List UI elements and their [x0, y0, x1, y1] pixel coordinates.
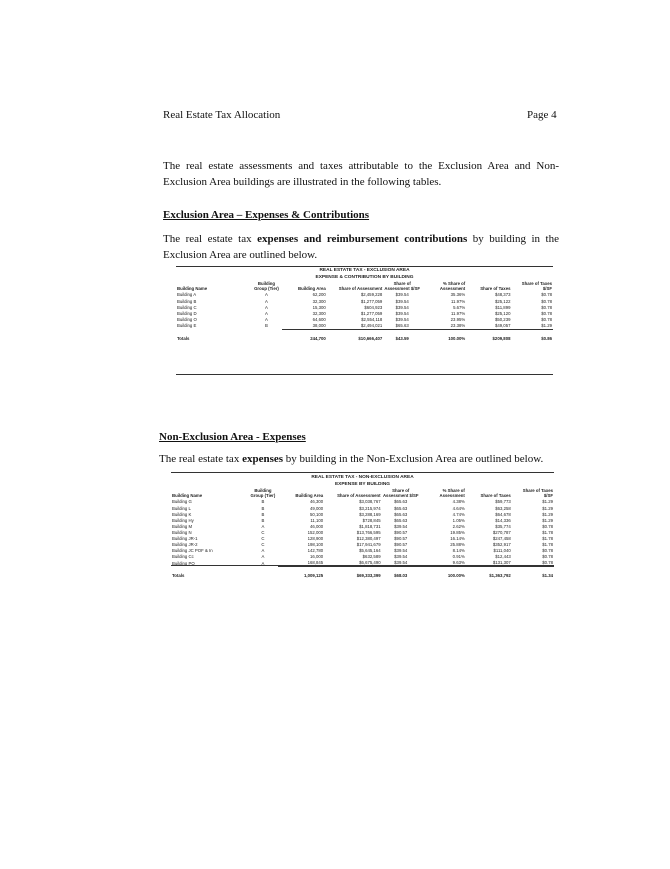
column-header: Building Group (Tier): [250, 488, 276, 499]
totals-cell: 1,009,125: [304, 573, 324, 579]
table-cell: $50,239: [494, 316, 511, 322]
table-cell: $1.29: [511, 323, 553, 330]
exclusion-tax-table: [176, 268, 553, 342]
table-cell: C: [261, 535, 265, 541]
table-cell: $0.78: [541, 316, 552, 322]
table-cell: $90.57: [394, 529, 408, 535]
table-cell: $0.78: [541, 292, 552, 298]
exclusion-table-title: REAL ESTATE TAX - EXCLUSION AREA: [319, 268, 410, 273]
column-header: Share of Assessment $/SF: [384, 281, 420, 292]
table-cell: 32,300: [312, 298, 326, 304]
nonexclusion-emphasis: expenses: [242, 453, 284, 465]
table-cell: $3,215,974: [359, 505, 381, 511]
column-header: % Share of Assessment: [439, 281, 466, 292]
table-cell: $90.57: [394, 542, 408, 548]
table-cell: Building L: [172, 505, 191, 511]
table-cell: $0.78: [541, 310, 552, 316]
table-cell: A: [265, 304, 268, 310]
nonexclusion-table-top-rule: [171, 472, 554, 473]
table-cell: 11.97%: [450, 310, 466, 316]
table-cell: Building JC POF & In: [172, 548, 213, 554]
table-cell: B: [261, 517, 265, 523]
table-cell: $1.29: [542, 517, 553, 523]
table-cell: $0.78: [542, 554, 553, 560]
table-cell: Building N: [172, 529, 192, 535]
table-cell: $35,774: [495, 523, 511, 529]
table-cell: $1,277,059: [360, 310, 383, 316]
table-cell: $131,307: [466, 560, 512, 567]
header-title: Real Estate Tax Allocation: [163, 109, 281, 121]
table-cell: 1.05%: [452, 517, 465, 523]
nonexclusion-paragraph: The real estate tax expenses by building in the Non-Exclusion Area are outlined below.: [159, 453, 544, 465]
totals-cell: 100.00%: [448, 335, 466, 341]
table-cell: $65.63: [394, 505, 408, 511]
nonexclusion-tax-table: [171, 475, 554, 580]
column-header: Share of Taxes: [480, 286, 511, 292]
table-cell: 142,780: [307, 548, 324, 554]
table-cell: Building JR-1: [172, 535, 198, 541]
table-cell: 46,300: [310, 499, 324, 505]
table-cell: Building G: [172, 499, 192, 505]
table-cell: B: [265, 323, 268, 329]
column-header: % Share of Assessment: [439, 488, 465, 499]
table-cell: A: [265, 298, 268, 304]
table-cell: $49,057: [466, 323, 511, 330]
exclusion-table-header: [176, 281, 553, 292]
table-cell: $3,038,767: [359, 499, 381, 505]
table-cell: A: [261, 560, 265, 566]
table-cell: $59,773: [495, 499, 511, 505]
table-cell: $12,380,497: [356, 535, 381, 541]
exclusion-heading: Exclusion Area – Expenses & Contributions: [163, 209, 370, 221]
table-cell: $65.63: [394, 511, 408, 517]
page-number: Page 4: [527, 109, 557, 121]
table-cell: A: [261, 548, 265, 554]
table-cell: 11,100: [310, 517, 324, 523]
table-cell: Building Cc: [172, 554, 194, 560]
table-cell: 2.62%: [452, 523, 465, 529]
totals-cell: [251, 329, 281, 342]
exclusion-emphasis: expenses and reimbursement contributions: [257, 233, 468, 245]
table-cell: $25,120: [494, 310, 511, 316]
table-cell: $17,941,679: [356, 542, 381, 548]
table-cell: 168,845: [278, 560, 324, 567]
totals-cell: $209,808: [492, 335, 511, 341]
table-cell: $604,923: [364, 304, 383, 310]
table-cell: Building JR-2: [172, 542, 198, 548]
table-cell: $1,818,731: [359, 523, 381, 529]
table-cell: $64,678: [495, 511, 511, 517]
table-cell: $0.78: [541, 298, 552, 304]
table-cell: 4.74%: [452, 511, 465, 517]
column-header: Building Area: [298, 286, 326, 292]
table-cell: $1.78: [542, 535, 553, 541]
table-cell: $11,899: [495, 304, 511, 310]
table-cell: Building K: [172, 511, 192, 517]
table-cell: Building A: [177, 292, 197, 298]
table-cell: $39.54: [395, 298, 409, 304]
table-cell: 4.38%: [452, 499, 465, 505]
table-cell: C: [261, 542, 265, 548]
intro-paragraph: The real estate assessments and taxes attributable to the Exclusion Area and Non-Exclusion Area buildings are illustrated in the following tables.: [163, 160, 559, 188]
table-cell: $48,373: [494, 292, 511, 298]
table-cell: 35.36%: [450, 292, 466, 298]
table-cell: A: [261, 523, 265, 529]
table-cell: $111,040: [493, 548, 511, 554]
table-cell: $63,258: [495, 505, 511, 511]
totals-row: [176, 329, 553, 342]
table-cell: $12,443: [495, 554, 511, 560]
totals-cell: $1.34: [542, 573, 553, 579]
totals-cell: $0.86: [541, 335, 552, 341]
column-header: Building Name: [177, 286, 208, 292]
table-cell: $0.78: [542, 548, 553, 554]
table-cell: Building Hy: [172, 517, 194, 523]
table-cell: 4.64%: [452, 505, 465, 511]
table-cell: 23.38%: [421, 323, 466, 330]
table-cell: $632,589: [362, 554, 381, 560]
totals-cell: $43.59: [395, 335, 409, 341]
nonexclusion-heading: Non-Exclusion Area - Expenses: [159, 431, 306, 443]
table-cell: $39.54: [395, 304, 409, 310]
table-cell: $1.29: [542, 499, 553, 505]
table-cell: 16.14%: [450, 535, 465, 541]
table-cell: $65.63: [383, 323, 421, 330]
table-cell: $39.54: [394, 554, 408, 560]
table-cell: $1.29: [542, 511, 553, 517]
table-cell: 8.14%: [452, 548, 465, 554]
table-cell: $5,645,164: [359, 548, 381, 554]
totals-cell: [248, 567, 279, 580]
table-cell: B: [261, 499, 265, 505]
nonexclusion-table-bottom-rule: [171, 565, 554, 566]
table-cell: Building O: [177, 316, 197, 322]
table-cell: 62,200: [312, 292, 326, 298]
table-cell: $39.54: [382, 560, 420, 567]
table-cell: 23.95%: [450, 316, 466, 322]
table-cell: 5.67%: [453, 304, 466, 310]
table-cell: A: [265, 292, 268, 298]
table-cell: $352,917: [492, 542, 511, 548]
table-cell: Building C: [177, 304, 197, 310]
table-row: [176, 323, 553, 330]
table-cell: $0.78: [541, 304, 552, 310]
table-cell: 49,000: [310, 505, 324, 511]
column-header: Share of Taxes $/SF: [521, 281, 552, 292]
table-cell: Building PO: [172, 560, 195, 566]
table-cell: Building D: [177, 310, 197, 316]
table-cell: $1.78: [542, 542, 553, 548]
table-cell: 50,100: [310, 511, 324, 517]
exclusion-paragraph: The real estate tax expenses and reimbursement contributions by building in the Exclusion Area are outlined below.: [163, 233, 559, 261]
table-cell: 198,100: [307, 542, 324, 548]
nonexclusion-table-title: REAL ESTATE TAX - NON-EXCLUSION AREA: [311, 475, 414, 480]
table-cell: 128,900: [307, 535, 324, 541]
totals-cell: $1,363,792: [489, 573, 511, 579]
totals-cell: $69,333,399: [356, 573, 381, 579]
table-cell: 152,000: [307, 529, 324, 535]
table-cell: 32,300: [312, 310, 326, 316]
table-cell: $39.54: [394, 523, 408, 529]
totals-cell: $68.03: [394, 573, 408, 579]
table-cell: $0.78: [542, 523, 553, 529]
nonexclusion-table-header: [171, 488, 554, 499]
table-cell: $13,766,595: [356, 529, 381, 535]
table-cell: $2,554,118: [361, 316, 383, 322]
table-cell: 9.63%: [420, 560, 466, 567]
table-cell: $39.54: [395, 316, 409, 322]
table-cell: 64,600: [312, 316, 326, 322]
table-cell: $1.78: [542, 529, 553, 535]
table-cell: 25.88%: [450, 542, 465, 548]
totals-cell: 100.00%: [447, 573, 465, 579]
table-cell: A: [265, 310, 268, 316]
table-cell: 16,000: [310, 554, 324, 560]
totals-cell: 244,700: [310, 335, 326, 341]
table-cell: Building M: [172, 523, 193, 529]
table-cell: $39.54: [394, 548, 408, 554]
column-header: Building Name: [172, 493, 203, 499]
table-cell: $2,459,228: [360, 292, 383, 298]
table-cell: $728,845: [362, 517, 381, 523]
exclusion-table-body: [176, 292, 553, 342]
table-cell: $6,675,490: [324, 560, 381, 567]
table-cell: 46,000: [310, 523, 324, 529]
column-header: Building Group (Tier): [254, 281, 279, 292]
column-header: Share of Assessment: [337, 493, 381, 499]
table-cell: 11.97%: [450, 298, 466, 304]
table-cell: B: [261, 511, 265, 517]
table-cell: B: [261, 505, 265, 511]
table-cell: $1,277,059: [360, 298, 383, 304]
table-cell: $39.54: [395, 310, 409, 316]
exclusion-table-subtitle: EXPENSE & CONTRIBUTION BY BUILDING: [315, 274, 414, 280]
totals-cell: $10,666,407: [358, 335, 383, 341]
table-cell: $65.63: [394, 517, 408, 523]
table-cell: C: [261, 529, 265, 535]
table-cell: $270,787: [492, 529, 511, 535]
table-cell: A: [261, 554, 265, 560]
table-cell: $65.63: [394, 499, 408, 505]
table-cell: 38,000: [282, 323, 327, 330]
table-cell: Building B: [177, 298, 197, 304]
table-cell: $247,458: [492, 535, 511, 541]
table-cell: $39.54: [395, 292, 409, 298]
table-cell: $3,288,169: [359, 511, 381, 517]
nonexclusion-table-body: [171, 499, 554, 579]
column-header: Share of Taxes $/SF: [522, 488, 553, 499]
table-cell: $14,336: [495, 517, 511, 523]
table-cell: 19.85%: [450, 529, 465, 535]
column-header: Share of Taxes: [480, 493, 511, 499]
table-cell: Building E: [177, 323, 197, 329]
table-cell: $1.29: [542, 505, 553, 511]
table-cell: 15,300: [312, 304, 326, 310]
totals-cell: Totals: [177, 335, 190, 341]
table-cell: $0.78: [512, 560, 554, 567]
nonexclusion-table-subtitle: EXPENSE BY BUILDING: [334, 481, 391, 487]
table-cell: A: [265, 316, 268, 322]
exclusion-table-top-rule: [176, 266, 553, 267]
totals-row: [171, 567, 554, 580]
table-cell: $25,122: [494, 298, 511, 304]
exclusion-table-bottom-rule: [176, 374, 553, 375]
column-header: Share of Assessment $/SF: [382, 488, 419, 499]
table-cell: 0.91%: [452, 554, 465, 560]
table-cell: $2,494,021: [327, 323, 384, 330]
totals-cell: Totals: [172, 573, 185, 579]
table-cell: $90.57: [394, 535, 408, 541]
column-header: Building Area: [295, 493, 324, 499]
column-header: Share of Assessment: [338, 286, 383, 292]
